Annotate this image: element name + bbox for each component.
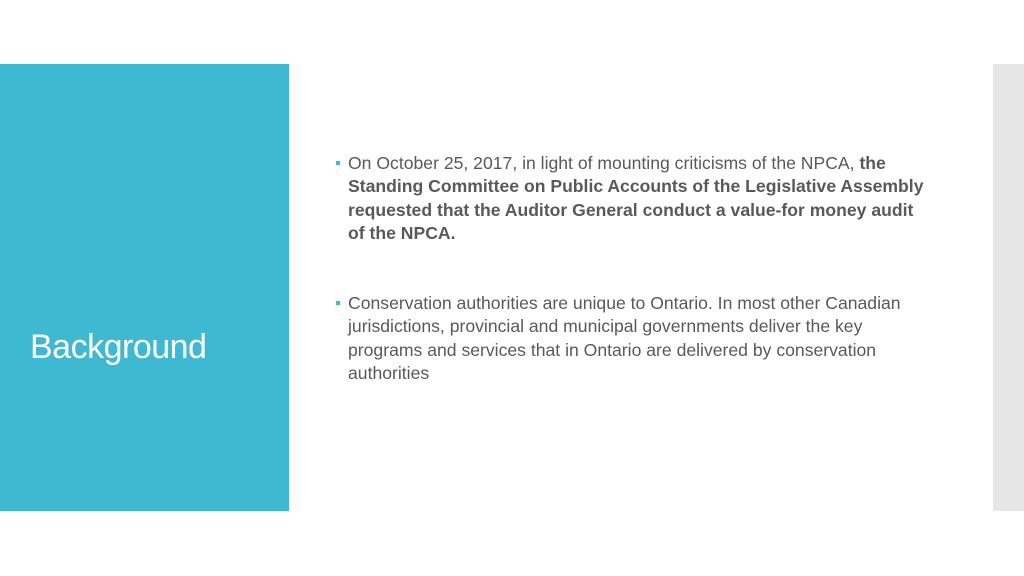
bullet-text: Conservation authorities are unique to Ontario. In most other Canadian jurisdictions, provincial and municipal governments deliver the key programs and services that in Ontario are delivered by conservation authorities [348,293,901,384]
bullet-list [334,152,934,385]
right-edge-bar [993,64,1024,511]
bullet-item-audit-request [334,152,934,245]
bullet-square-icon [336,301,340,305]
bullet-text: On October 25, 2017, in light of mounting criticisms of the NPCA, [348,153,860,173]
bullet-bold-text: the Standing Committee on Public Accounts of the Legislative Assembly requested that the Auditor General conduct a value-for money audit of the NPCA. [348,153,924,243]
bullet-square-icon [336,161,340,165]
slide-title: Background [30,328,207,366]
bullet-item-conservation-authorities [334,292,934,385]
title-panel [0,64,289,511]
